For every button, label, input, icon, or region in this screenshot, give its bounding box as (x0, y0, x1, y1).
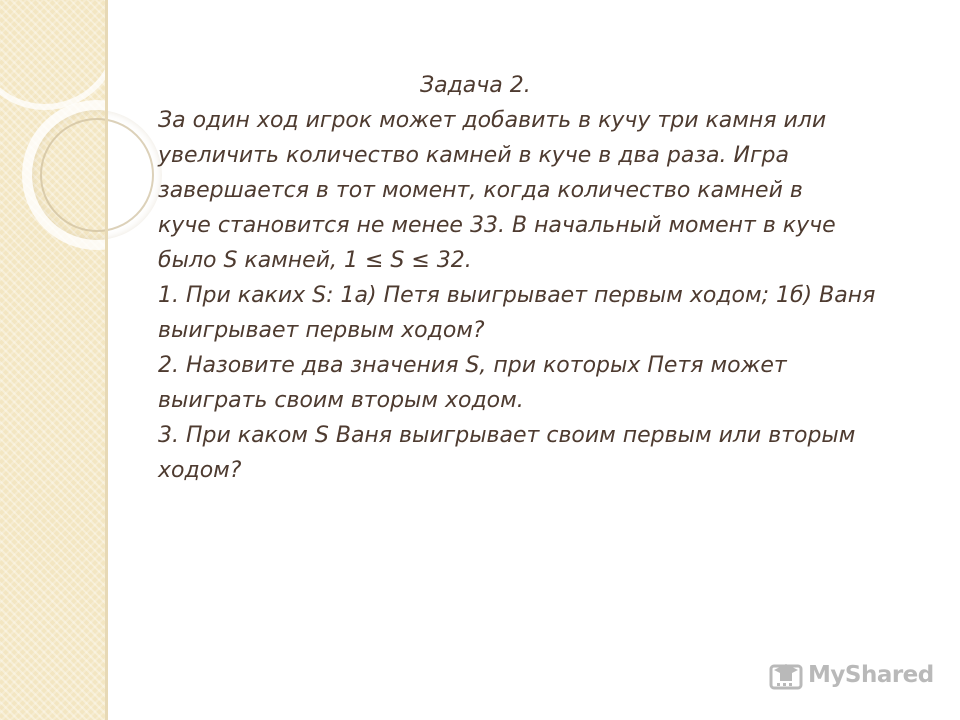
text-line: завершается в тот момент, когда количество камней в (158, 178, 803, 203)
text-line: выигрывает первым ходом? (158, 318, 485, 343)
decorative-ring-top (0, 0, 120, 110)
side-panel-border (105, 0, 108, 720)
mortarboard-logo-icon (768, 657, 804, 693)
text-line: увеличить количество камней в куче в два раза. Игра (158, 143, 789, 168)
text-line: выиграть своим вторым ходом. (158, 388, 524, 413)
text-line: 2. Назовите два значения S, при которых Петя может (158, 353, 787, 378)
text-line: 3. При каком S Ваня выигрывает своим первым или вторым (158, 423, 856, 448)
text-line: куче становится не менее 33. В начальный момент в куче (158, 213, 836, 238)
decorative-side-panel (0, 0, 105, 720)
decorative-ring-inner (40, 118, 154, 232)
watermark-logo (768, 657, 934, 693)
slide-body (158, 68, 918, 488)
text-line: За один ход игрок может добавить в кучу три камня или (158, 108, 827, 133)
text-line: ходом? (158, 458, 242, 483)
text-line: 1. При каких S: 1а) Петя выигрывает первым ходом; 1б) Ваня (158, 283, 876, 308)
watermark-text: MyShared (808, 662, 934, 688)
text-line: было S камней, 1 ≤ S ≤ 32. (158, 248, 472, 273)
slide-title: Задача 2. (420, 73, 531, 98)
